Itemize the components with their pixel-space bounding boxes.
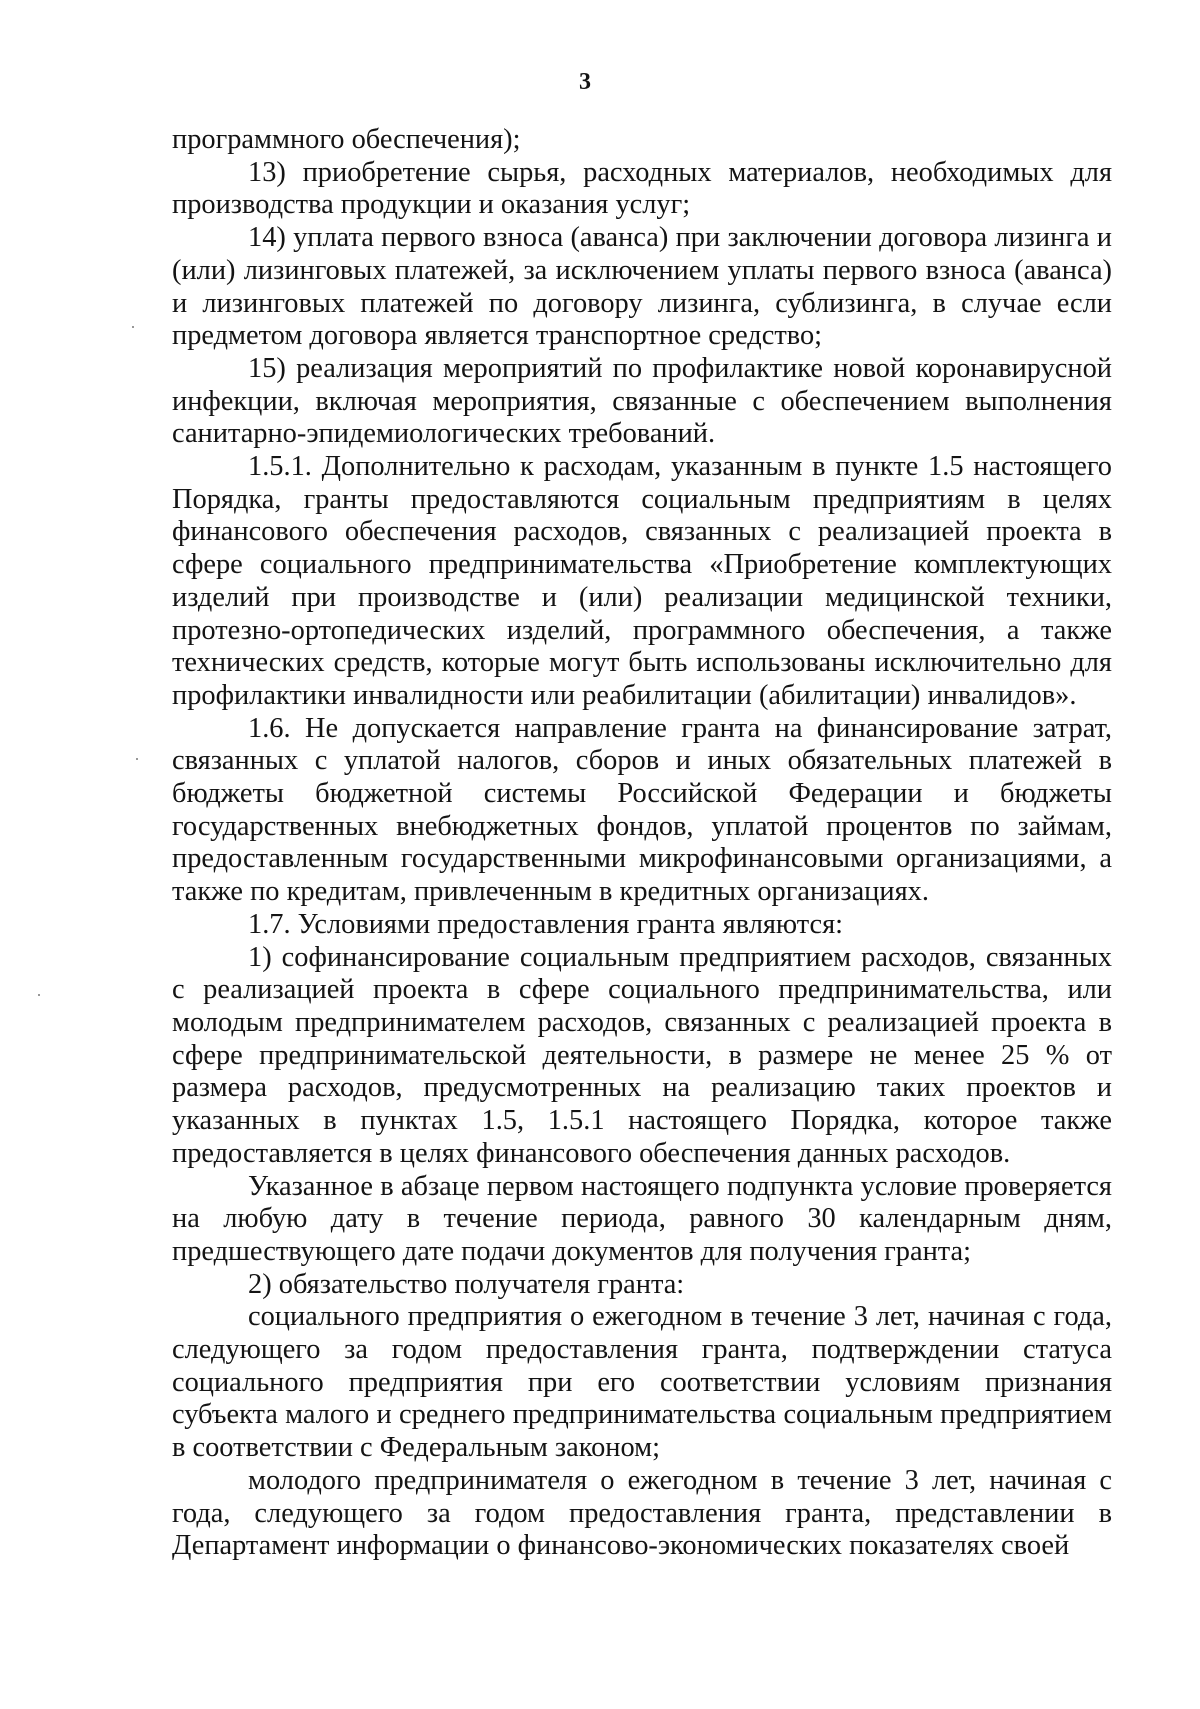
paragraph: социального предприятия о ежегодном в течение 3 лет, начиная с года, следующего за годом предоставления гранта, подтверждении статуса социального предприятия при его соответствии условиям признания субъекта малого и среднего предпринимательства социальным предприятием в соответствии с Федеральным законом; [172, 1301, 1112, 1464]
paragraph: 15) реализация мероприятий по профилактике новой коронавирусной инфекции, включая мероприятия, связанные с обеспечением выполнения санитарно-эпидемиологических требований. [172, 352, 1112, 450]
paragraph: 1) софинансирование социальным предприятием расходов, связанных с реализацией проекта в сфере социального предпринимательства, или молодым предпринимателем расходов, связанных с реализацией проекта в сфере предпринимательской деятельности, в размере не менее 25 % от размера расходов, предусмотренных на реализацию таких проектов и указанных в пунктах 1.5, 1.5.1 настоящего Порядка, которое также предоставляется в целях финансового обеспечения данных расходов. [172, 941, 1112, 1169]
scan-speck [38, 994, 40, 996]
paragraph: 13) приобретение сырья, расходных материалов, необходимых для производства продукции и оказания услуг; [172, 156, 1112, 221]
paragraph: молодого предпринимателя о ежегодном в течение 3 лет, начиная с года, следующего за годом предоставления гранта, представлении в Департамент информации о финансово-экономических показателях своей [172, 1464, 1112, 1562]
document-body [172, 124, 1112, 1563]
scan-speck [132, 326, 134, 328]
page-number: 3 [579, 69, 591, 95]
paragraph: 1.6. Не допускается направление гранта на финансирование затрат, связанных с уплатой налогов, сборов и иных обязательных платежей в бюджеты бюджетной системы Российской Федерации и бюджеты государственных внебюджетных фондов, уплатой процентов по займам, предоставленным государственными микрофинансовыми организациями, а также по кредитам, привлеченным в кредитных организациях. [172, 712, 1112, 908]
paragraph: 1.5.1. Дополнительно к расходам, указанным в пункте 1.5 настоящего Порядка, гранты предоставляются социальным предприятиям в целях финансового обеспечения расходов, связанных с реализацией проекта в сфере социального предпринимательства «Приобретение комплектующих изделий при производстве и (или) реализации медицинской техники, протезно-ортопедических изделий, программного обеспечения, а также технических средств, которые могут быть использованы исключительно для профилактики инвалидности или реабилитации (абилитации) инвалидов». [172, 451, 1112, 711]
scan-speck [136, 758, 138, 760]
paragraph: 14) уплата первого взноса (аванса) при заключении договора лизинга и (или) лизинговых платежей, за исключением уплаты первого взноса (аванса) и лизинговых платежей по договору лизинга, сублизинга, в случае если предметом договора является транспортное средство; [172, 222, 1112, 352]
paragraph: Указанное в абзаце первом настоящего подпункта условие проверяется на любую дату в течение периода, равного 30 календарным дням, предшествующего дате подачи документов для получения гранта; [172, 1170, 1112, 1267]
paragraph: 2) обязательство получателя гранта: [248, 1268, 685, 1300]
paragraph: 1.7. Условиями предоставления гранта являются: [248, 908, 844, 940]
paragraph: программного обеспечения); [172, 124, 521, 155]
